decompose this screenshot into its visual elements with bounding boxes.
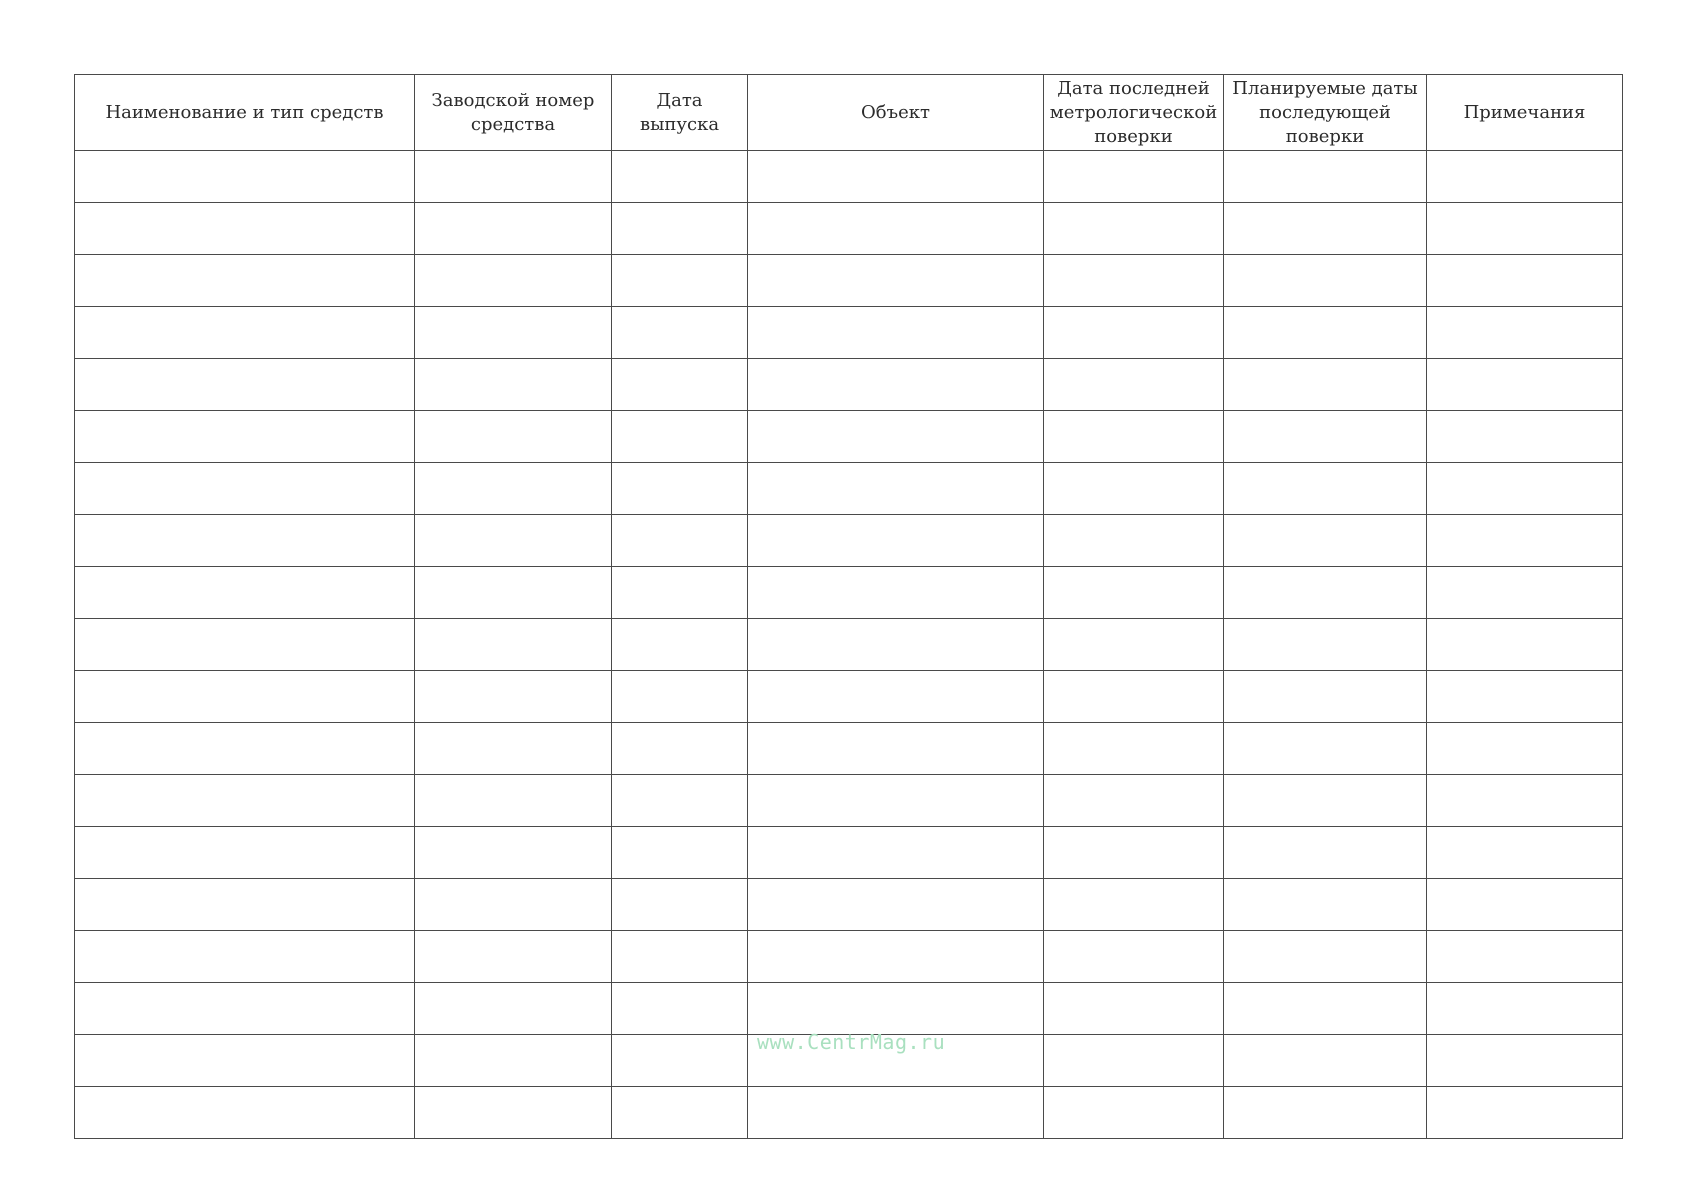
cell-release-date[interactable] [612, 879, 748, 931]
cell-last-verification-date[interactable] [1044, 411, 1224, 463]
cell-release-date[interactable] [612, 723, 748, 775]
table-row [75, 567, 1623, 619]
cell-notes[interactable] [1427, 307, 1623, 359]
cell-last-verification-date[interactable] [1044, 1035, 1224, 1087]
cell-serial-number[interactable] [415, 671, 612, 723]
cell-planned-verification-dates[interactable] [1224, 723, 1427, 775]
cell-planned-verification-dates[interactable] [1224, 463, 1427, 515]
table-row [75, 515, 1623, 567]
cell-object[interactable] [748, 255, 1044, 307]
cell-object[interactable] [748, 827, 1044, 879]
cell-last-verification-date[interactable] [1044, 151, 1224, 203]
table-row [75, 619, 1623, 671]
cell-release-date[interactable] [612, 203, 748, 255]
cell-name-type[interactable] [75, 671, 415, 723]
column-header-planned-verification-dates: Планируемые даты последующей поверки [1224, 75, 1427, 151]
cell-planned-verification-dates[interactable] [1224, 359, 1427, 411]
cell-serial-number[interactable] [415, 359, 612, 411]
cell-notes[interactable] [1427, 567, 1623, 619]
header-row [75, 75, 1623, 151]
cell-name-type[interactable] [75, 879, 415, 931]
table-row [75, 983, 1623, 1035]
cell-serial-number[interactable] [415, 1087, 612, 1139]
cell-planned-verification-dates[interactable] [1224, 827, 1427, 879]
cell-notes[interactable] [1427, 463, 1623, 515]
cell-last-verification-date[interactable] [1044, 827, 1224, 879]
cell-release-date[interactable] [612, 151, 748, 203]
cell-release-date[interactable] [612, 515, 748, 567]
cell-notes[interactable] [1427, 931, 1623, 983]
table-row [75, 203, 1623, 255]
table-row [75, 879, 1623, 931]
cell-serial-number[interactable] [415, 619, 612, 671]
cell-serial-number[interactable] [415, 203, 612, 255]
cell-object[interactable] [748, 1087, 1044, 1139]
cell-name-type[interactable] [75, 515, 415, 567]
cell-name-type[interactable] [75, 983, 415, 1035]
table-row [75, 151, 1623, 203]
cell-name-type[interactable] [75, 307, 415, 359]
cell-serial-number[interactable] [415, 307, 612, 359]
cell-last-verification-date[interactable] [1044, 931, 1224, 983]
table-row [75, 463, 1623, 515]
cell-release-date[interactable] [612, 931, 748, 983]
cell-serial-number[interactable] [415, 775, 612, 827]
cell-name-type[interactable] [75, 827, 415, 879]
cell-planned-verification-dates[interactable] [1224, 567, 1427, 619]
cell-serial-number[interactable] [415, 931, 612, 983]
cell-object[interactable] [748, 411, 1044, 463]
cell-release-date[interactable] [612, 1035, 748, 1087]
cell-last-verification-date[interactable] [1044, 983, 1224, 1035]
cell-release-date[interactable] [612, 463, 748, 515]
table-row [75, 307, 1623, 359]
column-header-serial-number: Заводской номер средства [415, 75, 612, 151]
table-row [75, 359, 1623, 411]
table-row [75, 775, 1623, 827]
cell-name-type[interactable] [75, 255, 415, 307]
cell-object[interactable] [748, 619, 1044, 671]
cell-planned-verification-dates[interactable] [1224, 983, 1427, 1035]
cell-notes[interactable] [1427, 151, 1623, 203]
cell-serial-number[interactable] [415, 567, 612, 619]
cell-last-verification-date[interactable] [1044, 671, 1224, 723]
cell-release-date[interactable] [612, 359, 748, 411]
cell-object[interactable] [748, 515, 1044, 567]
cell-planned-verification-dates[interactable] [1224, 307, 1427, 359]
cell-name-type[interactable] [75, 931, 415, 983]
cell-object[interactable] [748, 151, 1044, 203]
cell-last-verification-date[interactable] [1044, 723, 1224, 775]
cell-planned-verification-dates[interactable] [1224, 255, 1427, 307]
table-row [75, 1087, 1623, 1139]
cell-object[interactable] [748, 723, 1044, 775]
cell-serial-number[interactable] [415, 827, 612, 879]
cell-object[interactable] [748, 931, 1044, 983]
cell-release-date[interactable] [612, 1087, 748, 1139]
cell-name-type[interactable] [75, 151, 415, 203]
cell-release-date[interactable] [612, 307, 748, 359]
cell-planned-verification-dates[interactable] [1224, 411, 1427, 463]
cell-notes[interactable] [1427, 879, 1623, 931]
cell-notes[interactable] [1427, 203, 1623, 255]
cell-object[interactable] [748, 463, 1044, 515]
cell-release-date[interactable] [612, 775, 748, 827]
cell-serial-number[interactable] [415, 463, 612, 515]
column-header-release-date: Дата выпуска [612, 75, 748, 151]
cell-object[interactable] [748, 359, 1044, 411]
cell-last-verification-date[interactable] [1044, 307, 1224, 359]
register-body [75, 151, 1623, 1139]
cell-planned-verification-dates[interactable] [1224, 775, 1427, 827]
register-sheet [74, 74, 1622, 1139]
table-row [75, 931, 1623, 983]
cell-planned-verification-dates[interactable] [1224, 671, 1427, 723]
cell-notes[interactable] [1427, 255, 1623, 307]
table-row [75, 411, 1623, 463]
cell-release-date[interactable] [612, 671, 748, 723]
cell-name-type[interactable] [75, 775, 415, 827]
cell-name-type[interactable] [75, 619, 415, 671]
cell-notes[interactable] [1427, 411, 1623, 463]
cell-planned-verification-dates[interactable] [1224, 1035, 1427, 1087]
cell-serial-number[interactable] [415, 515, 612, 567]
cell-last-verification-date[interactable] [1044, 203, 1224, 255]
cell-notes[interactable] [1427, 1035, 1623, 1087]
cell-release-date[interactable] [612, 619, 748, 671]
cell-last-verification-date[interactable] [1044, 567, 1224, 619]
cell-notes[interactable] [1427, 515, 1623, 567]
cell-serial-number[interactable] [415, 983, 612, 1035]
cell-last-verification-date[interactable] [1044, 1087, 1224, 1139]
cell-serial-number[interactable] [415, 879, 612, 931]
cell-object[interactable] [748, 775, 1044, 827]
cell-planned-verification-dates[interactable] [1224, 151, 1427, 203]
cell-object[interactable] [748, 879, 1044, 931]
cell-last-verification-date[interactable] [1044, 255, 1224, 307]
cell-planned-verification-dates[interactable] [1224, 879, 1427, 931]
cell-name-type[interactable] [75, 463, 415, 515]
cell-notes[interactable] [1427, 775, 1623, 827]
table-row [75, 723, 1623, 775]
cell-name-type[interactable] [75, 359, 415, 411]
cell-notes[interactable] [1427, 671, 1623, 723]
cell-notes[interactable] [1427, 827, 1623, 879]
cell-serial-number[interactable] [415, 411, 612, 463]
cell-name-type[interactable] [75, 411, 415, 463]
column-header-name-type: Наименование и тип средств [75, 75, 415, 151]
cell-notes[interactable] [1427, 359, 1623, 411]
cell-object[interactable] [748, 983, 1044, 1035]
cell-notes[interactable] [1427, 1087, 1623, 1139]
cell-release-date[interactable] [612, 567, 748, 619]
cell-last-verification-date[interactable] [1044, 619, 1224, 671]
cell-last-verification-date[interactable] [1044, 879, 1224, 931]
cell-notes[interactable] [1427, 983, 1623, 1035]
cell-release-date[interactable] [612, 411, 748, 463]
cell-last-verification-date[interactable] [1044, 515, 1224, 567]
cell-name-type[interactable] [75, 1087, 415, 1139]
cell-last-verification-date[interactable] [1044, 463, 1224, 515]
cell-planned-verification-dates[interactable] [1224, 619, 1427, 671]
cell-release-date[interactable] [612, 827, 748, 879]
cell-release-date[interactable] [612, 983, 748, 1035]
cell-name-type[interactable] [75, 723, 415, 775]
cell-object[interactable] [748, 203, 1044, 255]
cell-planned-verification-dates[interactable] [1224, 515, 1427, 567]
cell-last-verification-date[interactable] [1044, 775, 1224, 827]
watermark: www.CentrMag.ru [757, 1030, 946, 1054]
cell-serial-number[interactable] [415, 1035, 612, 1087]
cell-serial-number[interactable] [415, 255, 612, 307]
column-header-last-verification-date: Дата последней метрологической поверки [1044, 75, 1224, 151]
cell-object[interactable] [748, 671, 1044, 723]
column-header-notes: Примечания [1427, 75, 1623, 151]
cell-object[interactable] [748, 567, 1044, 619]
cell-name-type[interactable] [75, 203, 415, 255]
cell-planned-verification-dates[interactable] [1224, 931, 1427, 983]
cell-object[interactable] [748, 307, 1044, 359]
table-row [75, 671, 1623, 723]
cell-planned-verification-dates[interactable] [1224, 1087, 1427, 1139]
cell-notes[interactable] [1427, 619, 1623, 671]
cell-serial-number[interactable] [415, 151, 612, 203]
cell-notes[interactable] [1427, 723, 1623, 775]
cell-name-type[interactable] [75, 1035, 415, 1087]
register-table [74, 74, 1623, 1139]
cell-serial-number[interactable] [415, 723, 612, 775]
cell-name-type[interactable] [75, 567, 415, 619]
table-row [75, 827, 1623, 879]
cell-planned-verification-dates[interactable] [1224, 203, 1427, 255]
cell-last-verification-date[interactable] [1044, 359, 1224, 411]
table-row [75, 255, 1623, 307]
cell-release-date[interactable] [612, 255, 748, 307]
column-header-object: Объект [748, 75, 1044, 151]
